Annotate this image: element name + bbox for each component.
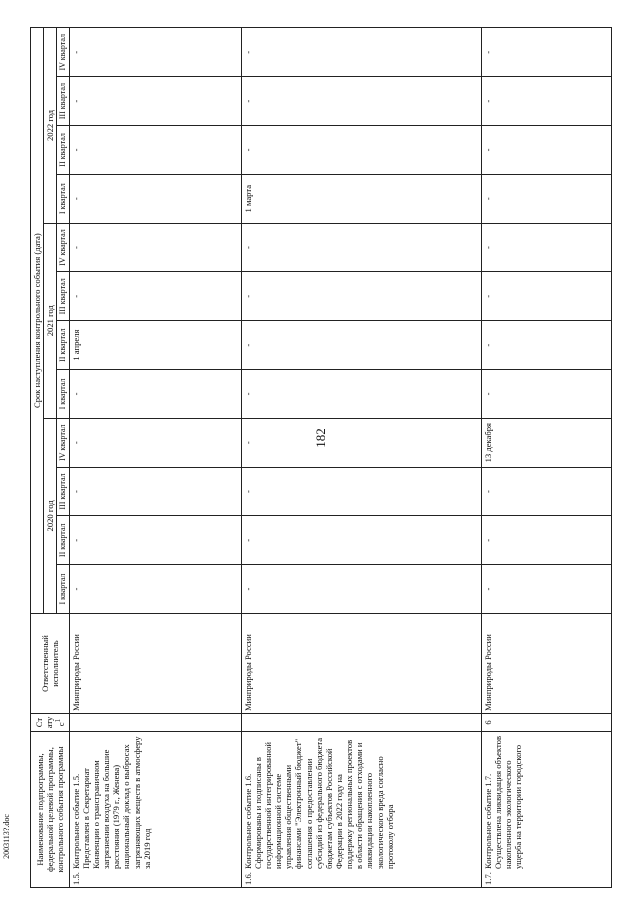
event-date-cell [241, 565, 481, 614]
event-date-value: - [482, 538, 493, 542]
event-date-value: - [242, 148, 253, 152]
table-row [241, 28, 481, 888]
header-quarter: II квартал [57, 126, 69, 175]
header-executor: Ответственный исполнитель [31, 614, 70, 714]
event-date-cell [241, 126, 481, 175]
header-quarter: I квартал [57, 370, 69, 419]
table-row [69, 28, 241, 888]
header-dates: Срок наступления контрольного события (дата) [31, 28, 44, 614]
document-footer: 2003113?.doc [1, 814, 11, 859]
header-status [31, 714, 70, 732]
event-date-cell [481, 126, 611, 175]
event-date-cell [241, 516, 481, 565]
event-date-value: - [482, 50, 493, 54]
event-name-cell [481, 732, 611, 888]
event-date-cell [481, 418, 611, 467]
event-number: 1.6. [242, 872, 253, 885]
event-date-cell [481, 321, 611, 370]
event-name-cell [241, 732, 481, 888]
event-date-cell [241, 418, 481, 467]
event-date-value: - [242, 294, 253, 298]
event-date-value: - [70, 197, 81, 201]
event-date-value: - [242, 392, 253, 396]
event-date-cell [241, 174, 481, 223]
header-quarter: I квартал [57, 174, 69, 223]
event-date-value: - [482, 294, 493, 298]
event-date-cell [69, 126, 241, 175]
event-name: Контрольное событие 1.6. Сформированы и подписаны в государственной интегрированной информационной системе управления общественными финансами "Электронный бюджет" соглашения о предоставлении субсидий из федерального бюджета бюджетам субъектов Российской Федерации в 2022 году на поддержку региональных проектов в области обращения с отходами и ликвидации накопленного экологического вреда согласно протоколу отбора [242, 737, 395, 869]
event-date-value: - [70, 246, 81, 249]
event-date-value: - [242, 99, 253, 103]
event-executor: Минприроды России [241, 614, 481, 714]
event-date-value: - [482, 343, 493, 347]
event-date-value: - [482, 490, 493, 493]
header-row-1 [31, 28, 44, 888]
event-date-cell [481, 370, 611, 419]
event-date-cell [241, 28, 481, 77]
event-date-cell [241, 467, 481, 516]
event-date-cell [69, 174, 241, 223]
event-date-value: - [70, 392, 81, 396]
event-date-value: - [242, 538, 253, 542]
event-status [69, 714, 241, 732]
header-year: 2021 год [44, 223, 57, 418]
header-quarter: III квартал [57, 77, 69, 126]
event-date-value: - [482, 99, 493, 103]
event-date-cell [481, 272, 611, 321]
event-date-cell [481, 174, 611, 223]
header-quarter: III квартал [57, 467, 69, 516]
event-date-cell [241, 77, 481, 126]
table-body [69, 28, 611, 888]
event-date-value: - [70, 490, 81, 493]
event-executor: Минприроды России [69, 614, 241, 714]
event-date-value: - [242, 50, 253, 54]
event-date-cell [69, 467, 241, 516]
event-date-value: - [70, 148, 81, 152]
event-date-value: - [482, 587, 493, 591]
event-executor: Минприроды России [481, 614, 611, 714]
header-quarter: IV квартал [57, 28, 69, 77]
event-date-cell [481, 77, 611, 126]
event-date-cell [69, 370, 241, 419]
event-date-cell [69, 321, 241, 370]
header-quarter: IV квартал [57, 418, 69, 467]
event-date-value: - [482, 246, 493, 249]
event-date-cell [241, 223, 481, 272]
event-date-value: - [242, 441, 253, 445]
header-quarter: IV квартал [57, 223, 69, 272]
event-date-value: - [242, 587, 253, 591]
header-quarter: II квартал [57, 321, 69, 370]
event-date-cell [481, 223, 611, 272]
event-date-cell [69, 223, 241, 272]
event-name: Контрольное событие 1.5. Представлен в Секретариат Конвенции о трансграничном загрязнении воздуха на большие расстояния (1979 г., Женева) национальный доклад о выбросах загрязняющих веществ в атмосферу за 2019 год [70, 736, 152, 869]
event-date-cell [241, 370, 481, 419]
header-name: Наименование подпрограммы, федеральной целевой программы, контрольного события программы [31, 732, 70, 888]
event-date-value: - [70, 587, 81, 591]
event-date-value: - [70, 294, 81, 298]
event-date-cell [69, 516, 241, 565]
event-date-value: - [482, 392, 493, 396]
event-number: 1.5. [70, 872, 81, 885]
event-date-value: - [70, 441, 81, 445]
page-number: 182 [312, 428, 328, 448]
event-date-value: 1 апреля [70, 329, 81, 361]
table-row [481, 28, 611, 888]
event-number: 1.7. [482, 872, 493, 885]
event-date-value: - [242, 246, 253, 249]
event-date-cell [69, 77, 241, 126]
event-date-cell [69, 565, 241, 614]
event-status [241, 714, 481, 732]
header-year: 2020 год [44, 418, 57, 613]
event-date-value: 1 марта [242, 184, 253, 213]
header-year: 2022 год [44, 28, 57, 223]
event-date-value: - [70, 50, 81, 54]
event-status: 6 [481, 714, 611, 732]
event-date-value: - [70, 99, 81, 103]
event-date-value: - [242, 343, 253, 347]
event-name: Контрольное событие 1.7. Осуществлена ликвидация объектов накопленного экологического ущерба на территории городского [482, 735, 524, 869]
event-date-cell [69, 418, 241, 467]
header-quarter: III квартал [57, 272, 69, 321]
header-status-note: 1 [54, 718, 62, 723]
header-quarter: I квартал [57, 565, 69, 614]
event-date-cell [241, 321, 481, 370]
event-date-value: - [482, 197, 493, 201]
event-date-cell [241, 272, 481, 321]
event-date-cell [69, 272, 241, 321]
header-status-label: Статус [33, 716, 66, 729]
rotated-table-container [30, 28, 620, 888]
event-date-cell [481, 28, 611, 77]
event-date-cell [481, 467, 611, 516]
event-date-value: 13 декабря [482, 423, 493, 463]
event-date-value: - [482, 148, 493, 152]
event-date-cell [481, 565, 611, 614]
event-date-value: - [242, 490, 253, 493]
control-events-table [30, 27, 612, 888]
event-date-value: - [70, 538, 81, 542]
event-date-cell [69, 28, 241, 77]
event-date-cell [481, 516, 611, 565]
event-name-cell [69, 732, 241, 888]
header-quarter: II квартал [57, 516, 69, 565]
